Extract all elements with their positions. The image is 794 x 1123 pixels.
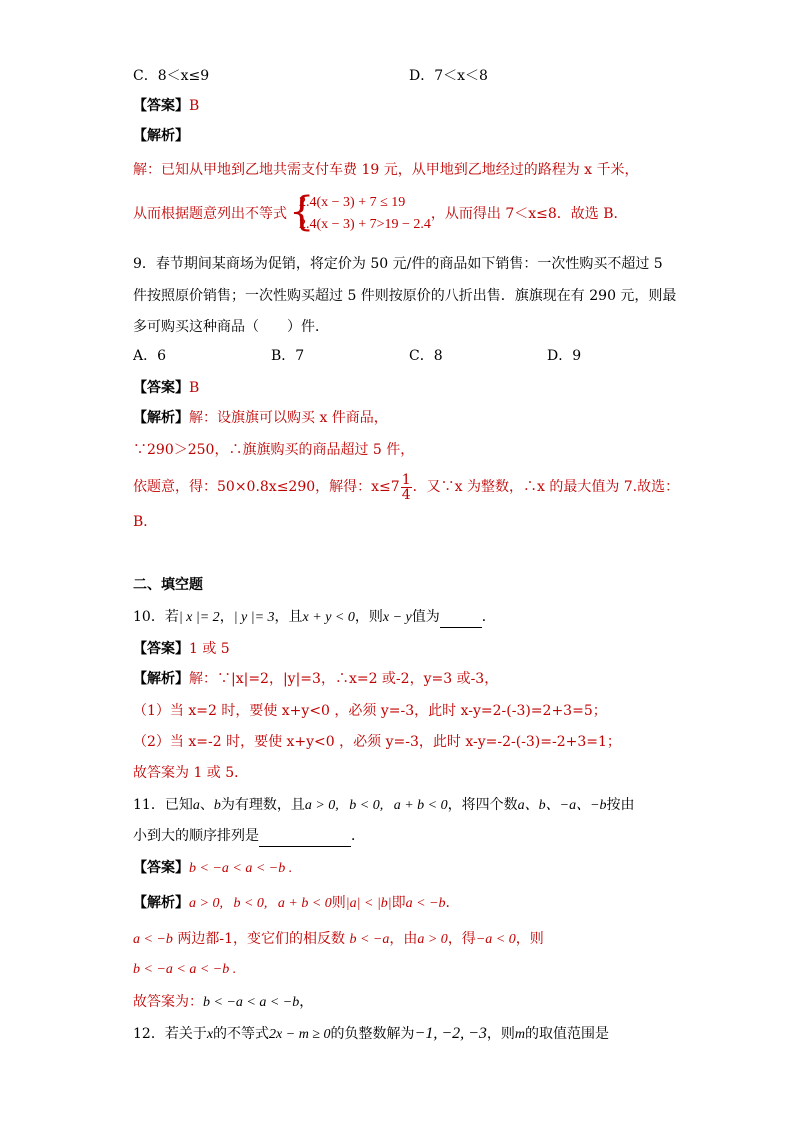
q8-analysis-line1: 解：已知从甲地到乙地共需支付车费 19 元，从甲地到乙地经过的路程为 x 千米， bbox=[133, 162, 639, 178]
q11-conditions: a > 0, b < 0, a + b < 0 bbox=[304, 798, 448, 813]
q12-stem-post: 的取值范围是 bbox=[525, 1026, 610, 1042]
answer-label: 【答案】 bbox=[133, 641, 189, 657]
q10-sep3: ，则 bbox=[354, 609, 383, 625]
fraction bbox=[401, 473, 412, 502]
analysis-text: 解：设旗旗可以购买 x 件商品， bbox=[189, 410, 388, 426]
q11-a2-res: b < −a bbox=[349, 932, 390, 947]
q8-option-d: D．7＜x＜8 bbox=[409, 68, 488, 84]
q11-stem-post: 按由 bbox=[606, 797, 635, 813]
system-row-2: 2.4(x − 3) + 7>19 − 2.4 bbox=[299, 217, 431, 232]
q12-var: x bbox=[206, 1027, 214, 1042]
q10-analysis-line3: （2）当 x=-2 时，要使 x+y<0 ，必须 y=-3，此时 x-y=-2-(-3)=-2+3=1； bbox=[133, 734, 621, 750]
answer-label: 【答案】 bbox=[133, 380, 189, 396]
q10-cond-sum: x + y < 0 bbox=[302, 610, 355, 625]
q9-option-b: B．7 bbox=[271, 348, 305, 364]
q9-option-a: A．6 bbox=[133, 348, 167, 364]
analysis-text: 解：∵|x|=2，|y|=3，∴x=2 或-2，y=3 或-3， bbox=[189, 671, 499, 687]
fraction-denominator: 4 bbox=[401, 486, 411, 503]
system-row-1: 2.4(x − 3) + 7 ≤ 19 bbox=[299, 195, 406, 210]
q8-line2-pre: 从而根据题意列出不等式 bbox=[133, 206, 287, 222]
q8-analysis-label: 【解析】 bbox=[133, 128, 189, 144]
answer-value: b < −a < a < −b . bbox=[189, 861, 293, 876]
q8-option-c: C．8＜x≤9 bbox=[133, 68, 210, 84]
q11-a2-c: a > 0 bbox=[417, 932, 448, 947]
fraction-numerator: 1 bbox=[401, 471, 411, 488]
q11-stem2: 小到大的顺序排列是 bbox=[133, 828, 259, 844]
q11-answer bbox=[133, 858, 292, 879]
q12-stem-pre: 12．若关于 bbox=[133, 1026, 207, 1042]
q9-option-d: D．9 bbox=[547, 348, 582, 364]
q12-stem bbox=[133, 1024, 609, 1045]
q11-a4: b < −a < a < −b bbox=[203, 995, 300, 1010]
q11-a2-mid3: ，得 bbox=[447, 931, 476, 947]
q12-var-m: m bbox=[514, 1027, 526, 1042]
q9-answer bbox=[133, 378, 199, 398]
q11-var-a: a bbox=[192, 798, 200, 813]
q11-analysis-line4 bbox=[133, 992, 313, 1013]
answer-value: B bbox=[189, 98, 200, 114]
q11-a1-res: a < −b bbox=[405, 896, 446, 911]
q10-stem-pre: 10．若 bbox=[133, 609, 179, 625]
q11-a4-end: ， bbox=[299, 994, 314, 1010]
q11-a1-abs: |a| < |b| bbox=[345, 896, 392, 911]
q11-stem2-end: ． bbox=[351, 828, 365, 844]
q8-line2-post: ，从而得出 7＜x≤8．故选 B． bbox=[430, 206, 628, 222]
q12-inequality: 2x − m ≥ 0 bbox=[269, 1027, 331, 1042]
q11-a1-end: ． bbox=[445, 895, 460, 911]
q12-stem-mid2: 的负整数解为 bbox=[330, 1026, 415, 1042]
q11-mid: ，将四个数 bbox=[447, 797, 518, 813]
answer-label: 【答案】 bbox=[133, 98, 189, 114]
q12-solutions: −1, −2, −3 bbox=[414, 1025, 487, 1042]
q11-stem-line2 bbox=[133, 826, 365, 847]
q11-a2-mid: 两边都-1，变它们的相反数 bbox=[172, 931, 350, 947]
analysis-label: 【解析】 bbox=[133, 671, 189, 687]
q11-a1-then: 则 bbox=[331, 895, 346, 911]
q10-analysis-line1 bbox=[133, 669, 498, 689]
q9-stem-line2: 件按照原价销售；一次性购买超过 5 件则按原价的八折出售．旗旗现在有 290 元，则最 bbox=[133, 288, 677, 304]
q10-analysis-line4: 故答案为 1 或 5． bbox=[133, 765, 249, 781]
q10-stem-post: 值为 bbox=[411, 609, 440, 625]
answer-value: B bbox=[189, 380, 200, 396]
q11-a4-pre: 故答案为： bbox=[133, 994, 203, 1010]
q11-a1-cond: a > 0, b < 0, a + b < 0 bbox=[189, 896, 332, 911]
q12-stem-mid: 的不等式 bbox=[213, 1026, 270, 1042]
q11-analysis-line2 bbox=[133, 929, 544, 950]
analysis-label: 【解析】 bbox=[133, 410, 189, 426]
q9-analysis-line3 bbox=[133, 470, 679, 504]
q11-a2-mid2: ，由 bbox=[389, 931, 418, 947]
q10-stem bbox=[133, 607, 496, 628]
q11-a2-pre: a < −b bbox=[133, 932, 173, 947]
q8-analysis-line2 bbox=[133, 189, 628, 236]
q10-answer bbox=[133, 639, 230, 659]
q11-var-b: b bbox=[213, 798, 221, 813]
q9-analysis-line1 bbox=[133, 408, 388, 428]
q10-expr: x − y bbox=[382, 610, 412, 625]
q11-a1-ie: 即 bbox=[391, 895, 406, 911]
answer-label: 【答案】 bbox=[133, 860, 189, 876]
q10-end: ． bbox=[481, 609, 496, 625]
q10-cond-abs-x: | x |= 2 bbox=[178, 610, 220, 625]
inequality-system: { 2.4(x − 3) + 7 ≤ 19 2.4(x − 3) + 7>19 − 2.4 bbox=[289, 189, 431, 235]
q9-stem-line3: 多可购买这种商品（ ）件． bbox=[133, 319, 329, 335]
q9-analysis-line2: ∵290＞250，∴旗旗购买的商品超过 5 件， bbox=[133, 442, 415, 458]
q10-analysis-line2: （1）当 x=2 时，要使 x+y<0 ，必须 y=-3，此时 x-y=2-(-3)=2+3=5； bbox=[133, 703, 607, 719]
q11-stem-pre: 11．已知 bbox=[133, 797, 193, 813]
section-heading: 二、填空题 bbox=[133, 577, 203, 593]
q11-a2-c2: −a < 0 bbox=[475, 932, 516, 947]
answer-blank bbox=[259, 826, 351, 847]
q9-a3-pre: 依题意，得：50×0.8x≤290，解得：x≤7 bbox=[133, 479, 400, 495]
analysis-label: 【解析】 bbox=[133, 895, 189, 911]
q11-a2-end: ，则 bbox=[515, 931, 544, 947]
q9-option-c: C．8 bbox=[409, 348, 443, 364]
q10-cond-abs-y: | y |= 3 bbox=[233, 610, 275, 625]
q11-stem-line1 bbox=[133, 795, 635, 816]
answer-value: 1 或 5 bbox=[189, 641, 230, 657]
q10-sep2: ，且 bbox=[274, 609, 303, 625]
q9-stem-line1: 9．春节期间某商场为促销，将定价为 50 元/件的商品如下销售：一次性购买不超过 5 bbox=[133, 256, 663, 272]
q9-analysis-line4: B． bbox=[133, 514, 158, 530]
q11-sep: 、 bbox=[199, 797, 214, 813]
q12-stem-mid3: ，则 bbox=[486, 1026, 515, 1042]
q11-analysis-line1 bbox=[133, 893, 460, 914]
answer-blank bbox=[440, 607, 482, 628]
q8-answer bbox=[133, 96, 199, 116]
q10-sep1: ， bbox=[219, 609, 234, 625]
q11-rational: 为有理数，且 bbox=[220, 797, 305, 813]
q9-a3-post: ．又∵x 为整数，∴x 的最大值为 7.故选： bbox=[412, 479, 680, 495]
q11-analysis-line3: b < −a < a < −b . bbox=[133, 962, 237, 977]
q11-numbers: a、b、−a、−b bbox=[517, 798, 607, 813]
